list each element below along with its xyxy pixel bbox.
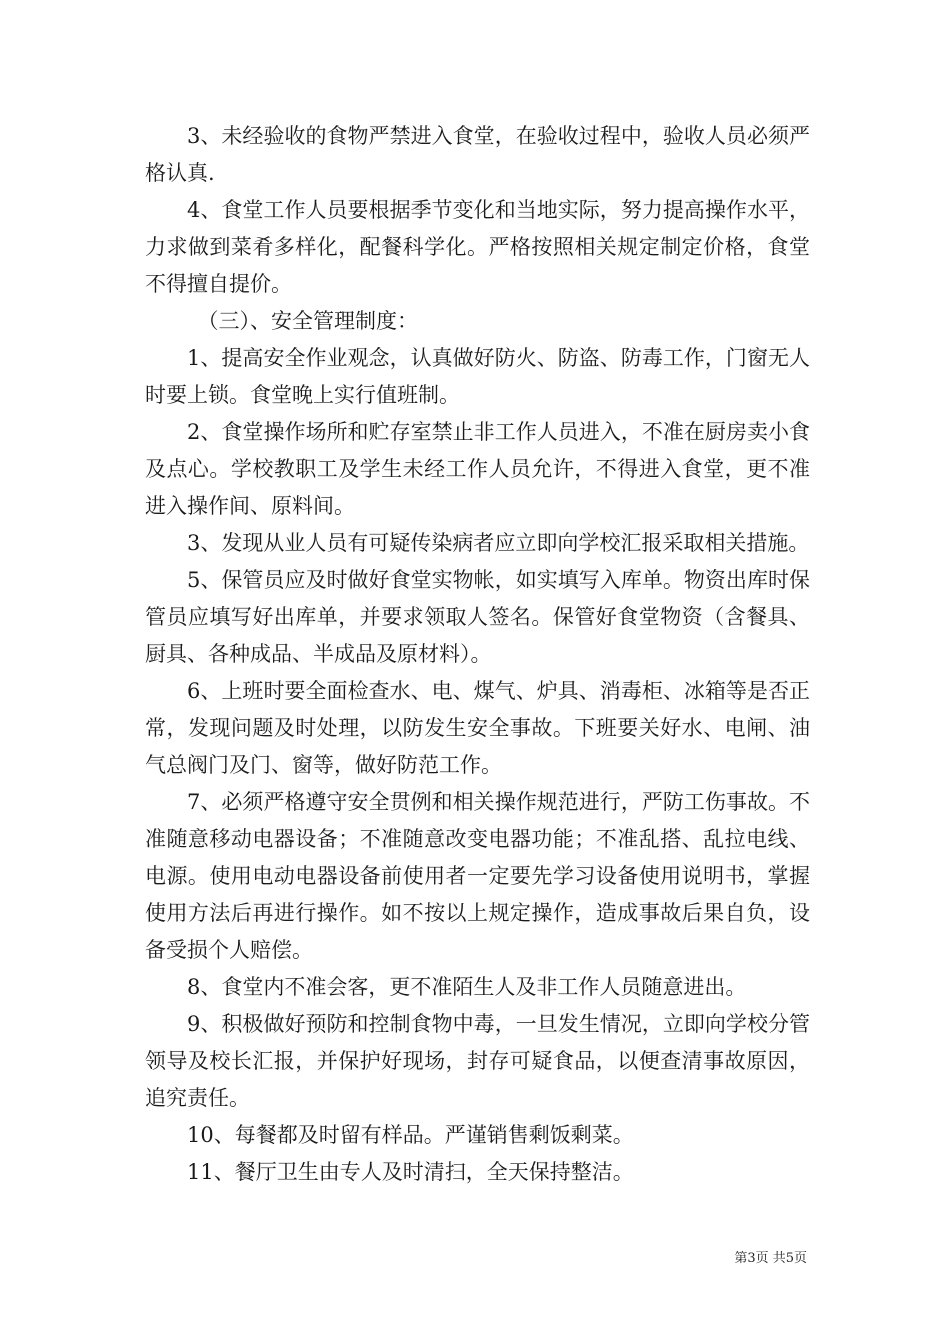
paragraph-item-1-security: 1、提高安全作业观念，认真做好防火、防盗、防毒工作，门窗无人时要上锁。食堂晚上实行值班制。 bbox=[145, 346, 810, 407]
paragraph-item-2-restricted-access: 2、食堂操作场所和贮存室禁止非工作人员进入，不准在厨房卖小食及点心。学校教职工及学生未经工作人员允许，不得进入食堂，更不准进入操作间、原料间。 bbox=[145, 420, 810, 518]
document-body bbox=[145, 118, 810, 1191]
paragraph-item-10-samples: 10、每餐都及时留有样品。严谨销售剩饭剩菜。 bbox=[187, 1123, 634, 1147]
paragraph-item-5-inventory: 5、保管员应及时做好食堂实物帐，如实填写入库单。物资出库时保管员应填写好出库单，并要求领取人签名。保管好食堂物资（含餐具、厨具、各种成品、半成品及原材料）。 bbox=[145, 568, 810, 666]
paragraph-item-4-menu-pricing: 4、食堂工作人员要根据季节变化和当地实际，努力提高操作水平，力求做到菜肴多样化，配餐科学化。严格按照相关规定制定价格，食堂不得擅自提价。 bbox=[145, 198, 810, 296]
paragraph-item-11-cleaning: 11、餐厅卫生由专人及时清扫，全天保持整洁。 bbox=[187, 1160, 634, 1184]
paragraph-item-6-equipment-check: 6、上班时要全面检查水、电、煤气、炉具、消毒柜、冰箱等是否正常，发现问题及时处理，以防发生安全事故。下班要关好水、电闸、油气总阀门及门、窗等，做好防范工作。 bbox=[145, 679, 810, 777]
paragraph-item-7-operation-rules: 7、必须严格遵守安全贯例和相关操作规范进行，严防工伤事故。不准随意移动电器设备；不准随意改变电器功能；不准乱搭、乱拉电线、电源。使用电动电器设备前使用者一定要先学习设备使用说明书，掌握使用方法后再进行操作。如不按以上规定操作，造成事故后果自负，设备受损个人赔偿。 bbox=[145, 790, 810, 962]
paragraph-item-8-visitors: 8、食堂内不准会客，更不准陌生人及非工作人员随意进出。 bbox=[187, 975, 747, 999]
paragraph-item-3-disease-report: 3、发现从业人员有可疑传染病者应立即向学校汇报采取相关措施。 bbox=[187, 531, 810, 555]
paragraph-item-9-food-poisoning: 9、积极做好预防和控制食物中毒，一旦发生情况，立即向学校分管领导及校长汇报，并保护好现场，封存可疑食品，以便查清事故原因，追究责任。 bbox=[145, 1012, 810, 1110]
page-number-footer: 第3页 共5页 bbox=[734, 1251, 807, 1266]
section-heading-safety-management: （三）、安全管理制度： bbox=[197, 309, 418, 333]
paragraph-item-3-acceptance: 3、未经验收的食物严禁进入食堂，在验收过程中，验收人员必须严格认真. bbox=[145, 124, 810, 185]
